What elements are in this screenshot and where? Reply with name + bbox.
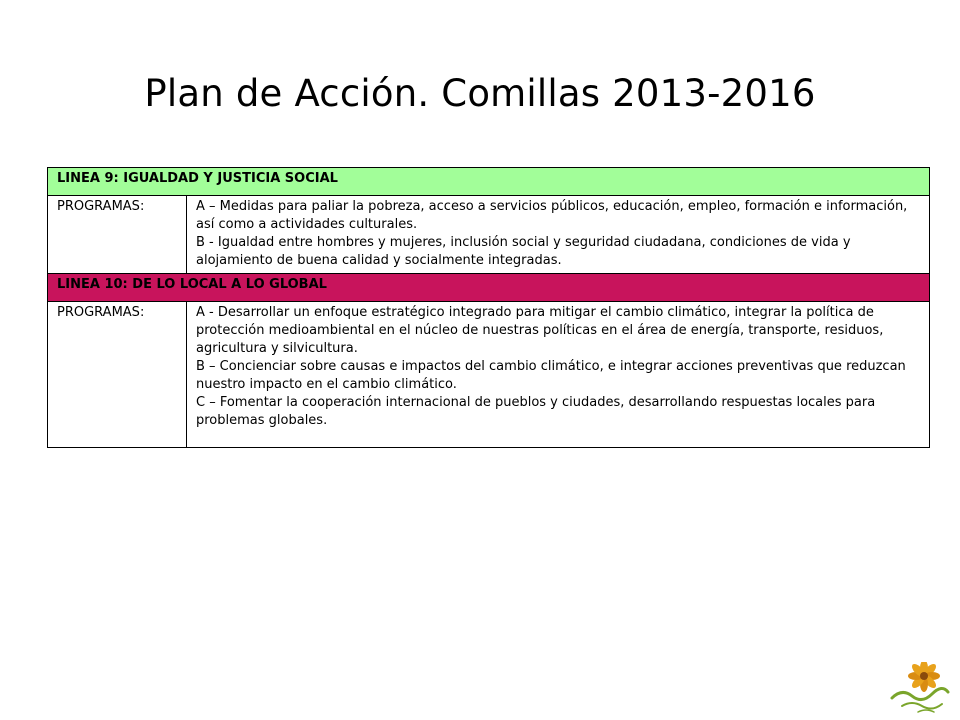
line-9-programs-row <box>48 196 930 274</box>
program-item: B – Concienciar sobre causas e impactos del cambio climático, e integrar acciones preventivas que reduzcan nuestro impacto en el cambio climático. <box>196 359 906 392</box>
line-9-programs <box>187 196 930 274</box>
program-item: B - Igualdad entre hombres y mujeres, inclusión social y seguridad ciudadana, condiciones de vida y alojamiento de buena calidad y socialmente integradas. <box>196 235 851 268</box>
line-9-header-row <box>48 168 930 196</box>
agenda-21-logo <box>888 662 952 718</box>
page-title: Plan de Acción. Comillas 2013-2016 <box>144 72 816 115</box>
line-10-programs <box>187 302 930 448</box>
program-item: C – Fomentar la cooperación internacional de pueblos y ciudades, desarrollando respuestas locales para problemas globales. <box>196 395 876 428</box>
line-9-programs-label: PROGRAMAS: <box>48 196 187 274</box>
line-10-programs-row <box>48 302 930 448</box>
action-plan-table <box>47 167 930 448</box>
program-item: A – Medidas para paliar la pobreza, acceso a servicios públicos, educación, empleo, formación e información, así como a actividades culturales. <box>196 199 908 232</box>
program-item: A - Desarrollar un enfoque estratégico integrado para mitigar el cambio climático, integrar la política de protección medioambiental en el núcleo de nuestras políticas en el área de energía, transporte, residuos, agricultura y silvicultura. <box>196 305 884 356</box>
line-10-header-row <box>48 274 930 302</box>
line-10-programs-label: PROGRAMAS: <box>48 302 187 448</box>
line-10-header: LINEA 10: DE LO LOCAL A LO GLOBAL <box>48 274 930 302</box>
line-9-header: LINEA 9: IGUALDAD Y JUSTICIA SOCIAL <box>48 168 930 196</box>
